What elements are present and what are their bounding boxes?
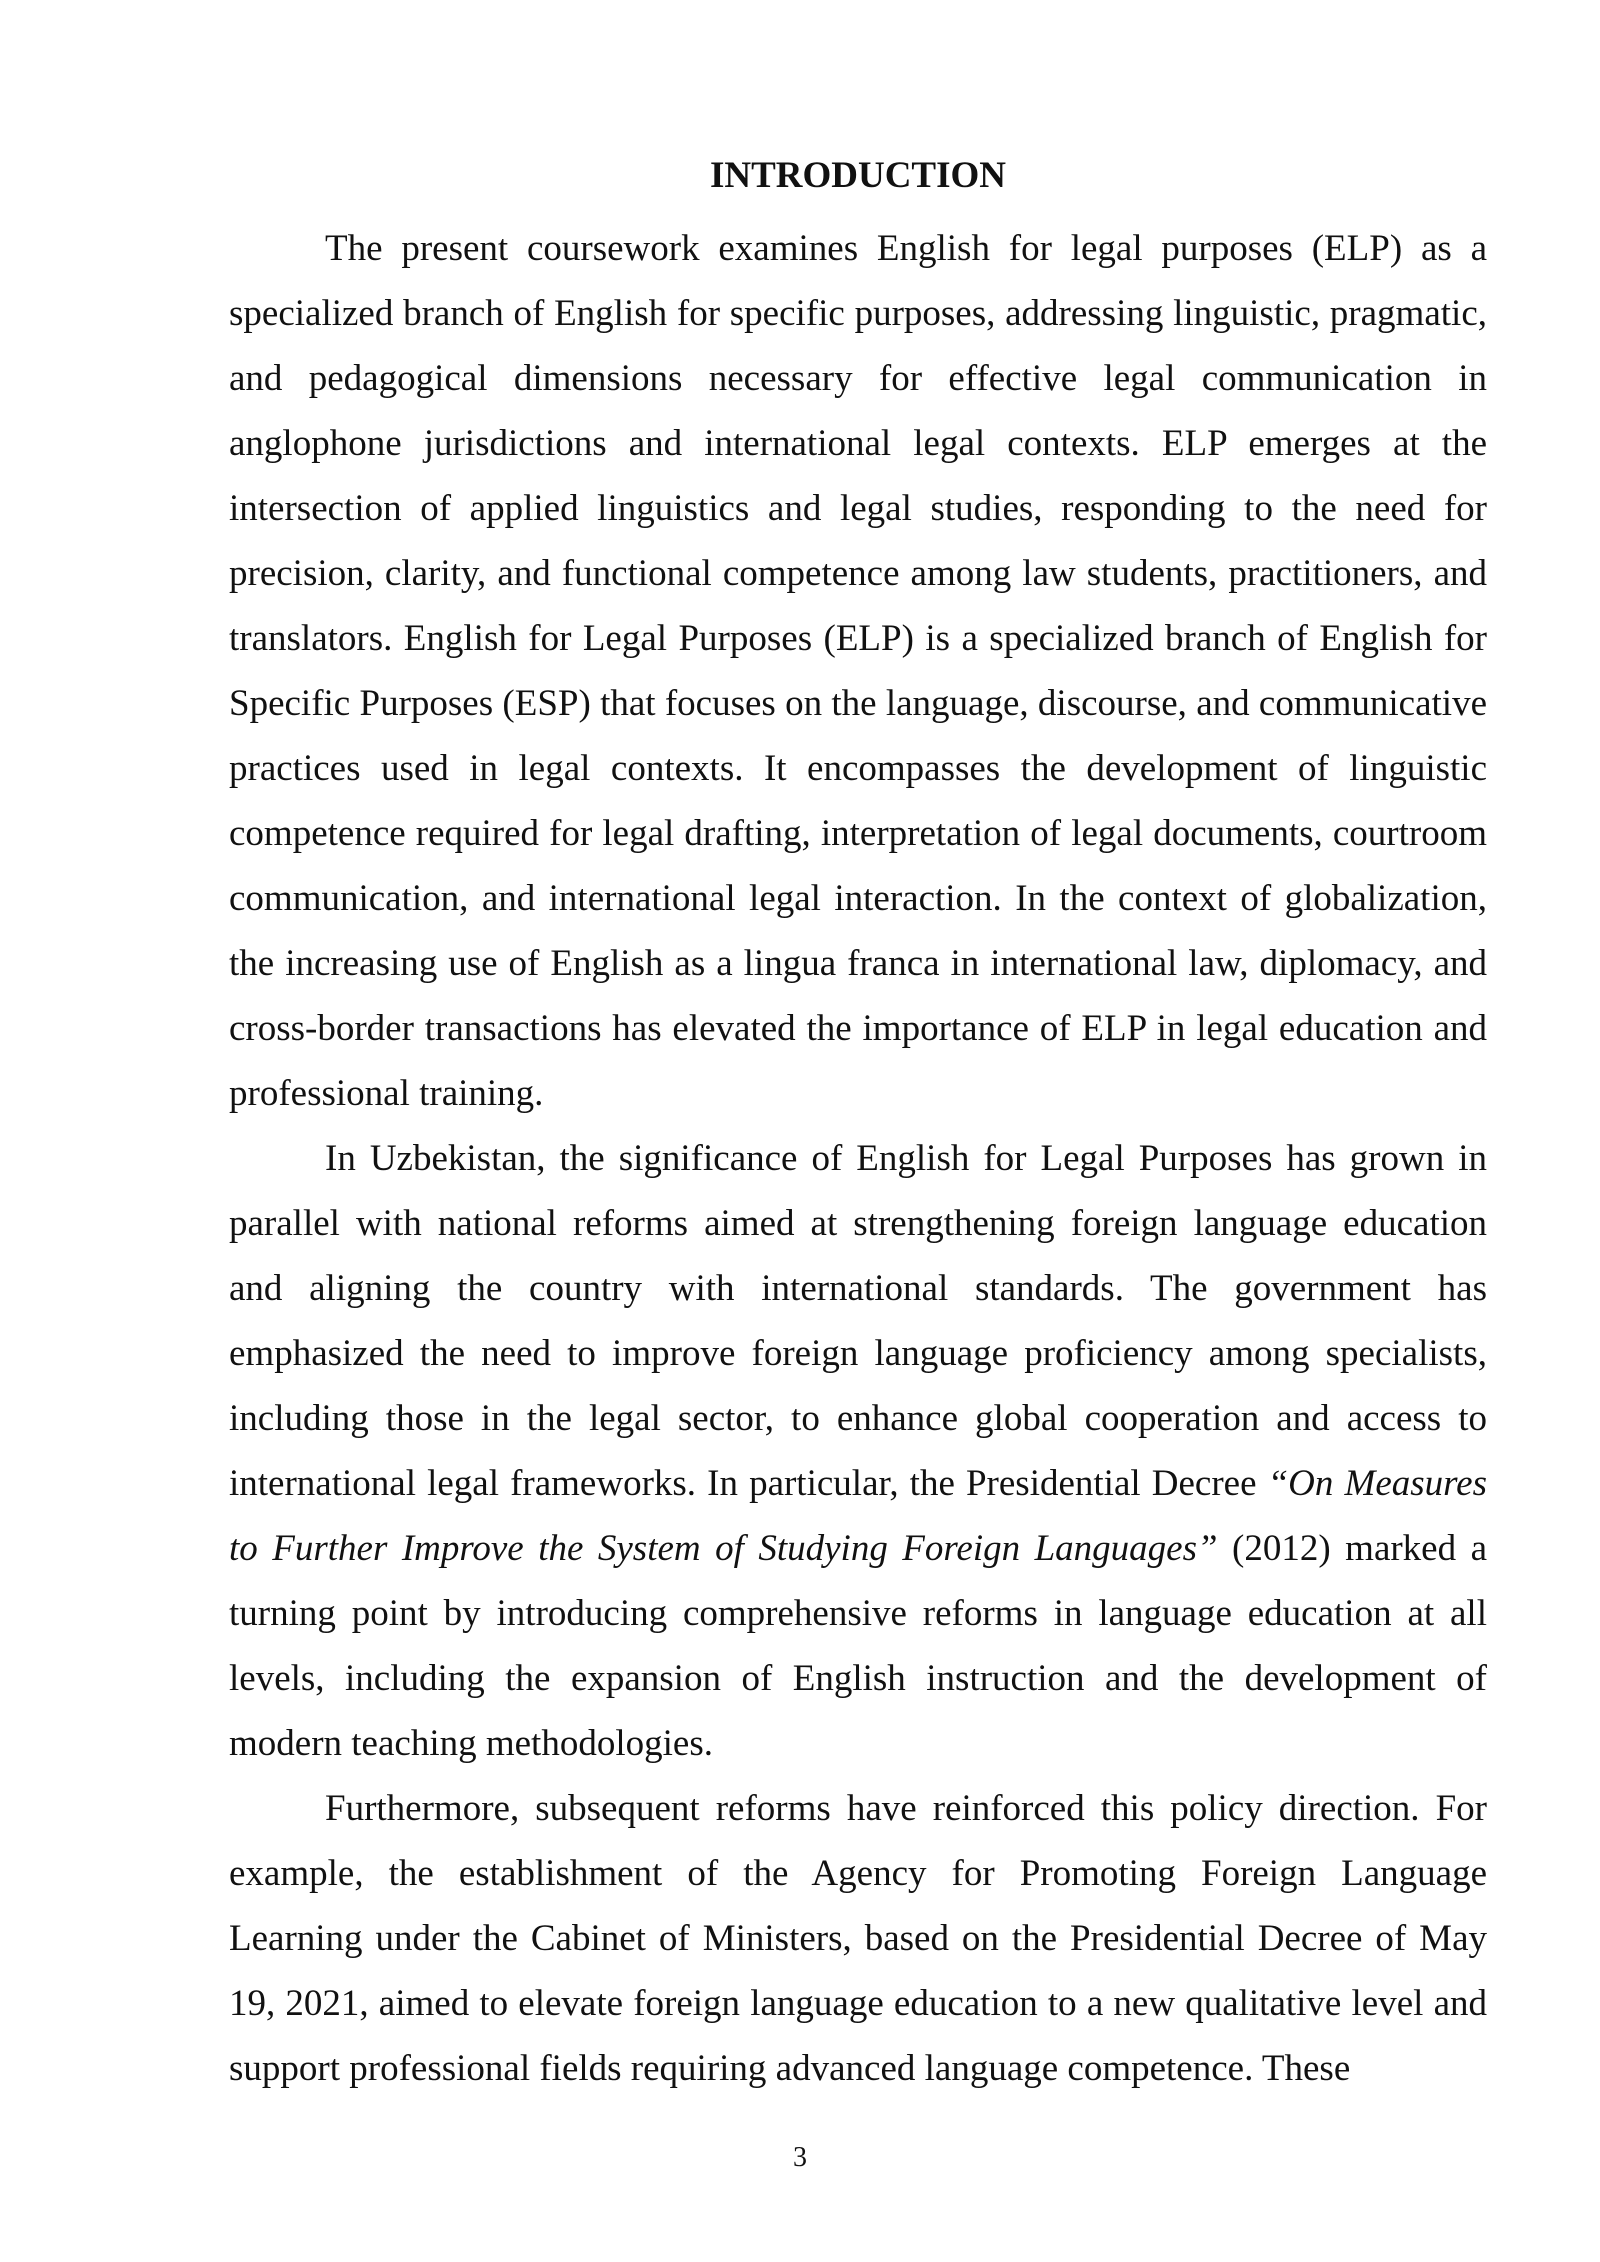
paragraph-1: The present coursework examines English for legal purposes (ELP) as a specialized branch of English for specific purposes, addressing linguistic, pragmatic, and pedagogical dimensions necessary for effective legal communication in anglophone jurisdictions and international legal contexts. ELP emerges at the intersection of applied linguistics and legal studies, responding to the need for precision, clarity, and functional competence among law students, practitioners, and translators. English for Legal Purposes (ELP) is a specialized branch of English for Specific Purposes (ESP) that focuses on the language, discourse, and communicative practices used in legal contexts. It encompasses the development of linguistic competence required for legal drafting, interpretation of legal documents, courtroom communication, and international legal interaction. In the context of globalization, the increasing use of English as a lingua franca in international law, diplomacy, and cross-border transactions has elevated the importance of ELP in legal education and professional training.	[229, 228, 1487, 1114]
page-number: 3	[793, 2142, 807, 2173]
page-content	[229, 150, 1487, 2101]
decree-title: “On Measures to Further Improve the System of Studying Foreign Languages”	[229, 1463, 1487, 1569]
paragraph-2-text-start: In Uzbekistan, the significance of English for Legal Purposes has grown in parallel with national reforms aimed at strengthening foreign language education and aligning the country with international standards. The government has emphasized the need to improve foreign language proficiency among specialists, including those in the legal sector, to enhance global cooperation and access to international legal frameworks. In particular, the Presidential Decree	[229, 1138, 1487, 1504]
section-heading: INTRODUCTION	[709, 155, 1007, 196]
paragraph-3: Furthermore, subsequent reforms have reinforced this policy direction. For example, the establishment of the Agency for Promoting Foreign Language Learning under the Cabinet of Ministers, based on the Presidential Decree of May 19, 2021, aimed to elevate foreign language education to a new qualitative level and support professional fields requiring advanced language competence. These	[229, 1788, 1487, 2089]
paragraph-2-text-end: (2012) marked a turning point by introducing comprehensive reforms in language education at all levels, including the expansion of English instruction and the development of modern teaching methodologies.	[229, 1528, 1487, 1764]
paragraph-2	[229, 1126, 1487, 1776]
